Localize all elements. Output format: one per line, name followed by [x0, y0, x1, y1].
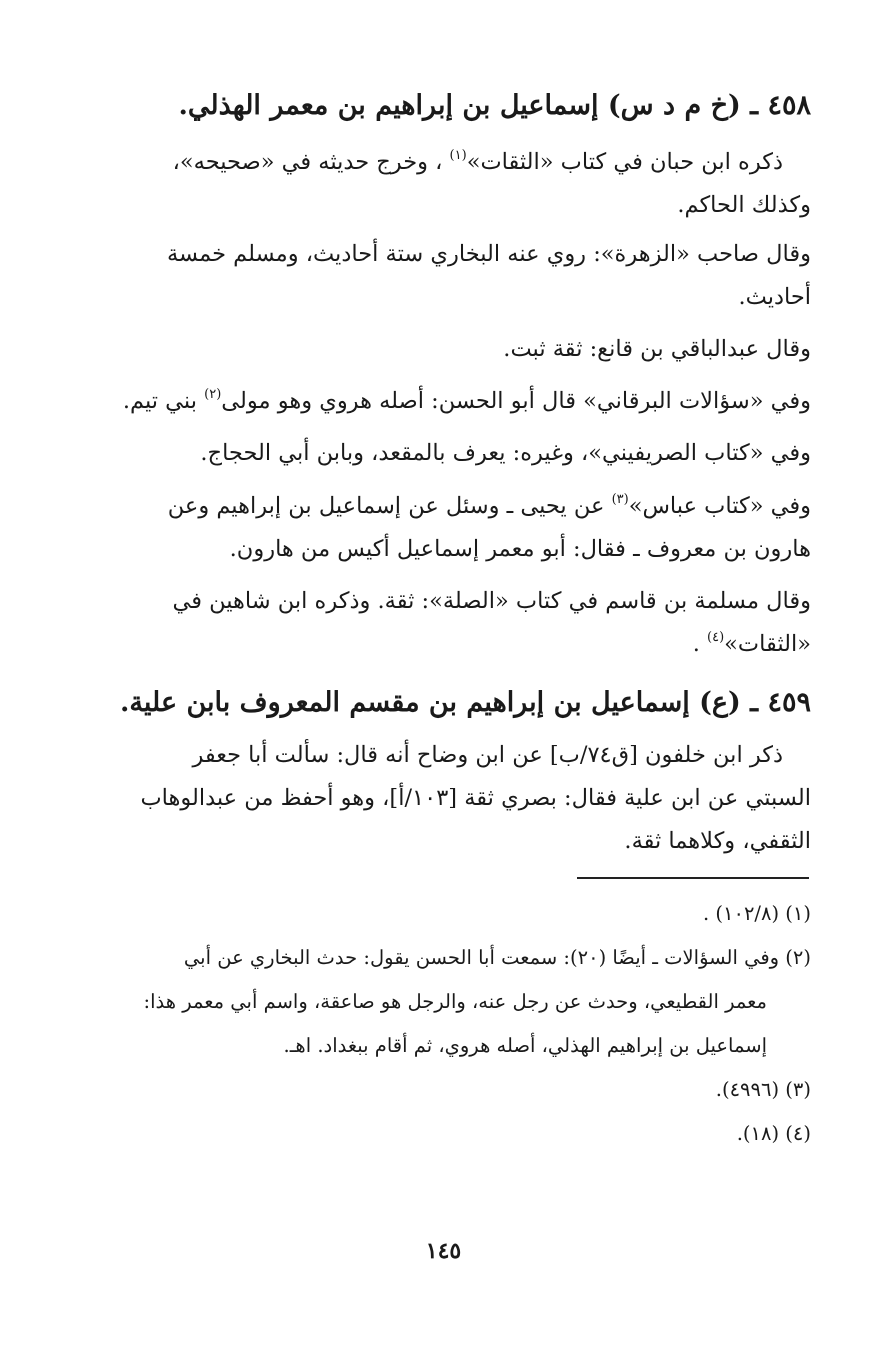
text-line: هارون بن معروف ـ فقال: أبو معمر إسماعيل أكيس من هارون. — [229, 536, 811, 562]
footnote-separator — [577, 877, 809, 879]
entry-458-paragraph-2 — [100, 233, 811, 319]
footnotes — [100, 892, 811, 1156]
footnote-2-continuation: إسماعيل بن إبراهيم الهذلي، أصله هروي، ثم أقام ببغداد. اهـ. — [283, 1034, 767, 1057]
text-line: وقال عبدالباقي بن قانع: ثقة ثبت. — [503, 336, 811, 362]
text-line: ذكر ابن خلفون [ق٧٤/ب] عن ابن وضاح أنه قال: سألت أبا جعفر — [192, 742, 783, 768]
page-number: ١٤٥ — [425, 1238, 462, 1264]
footnote-ref-1[interactable]: (١) — [449, 148, 467, 163]
entry-458-paragraph-5 — [100, 432, 811, 475]
footnote-1: (١) (١٠٢/٨) . — [703, 902, 811, 925]
text-line: وقال صاحب «الزهرة»: روي عنه البخاري ستة أحاديث، ومسلم خمسة — [166, 241, 811, 267]
text-line: «الثقات»$^{(٤)}$ . — [692, 630, 811, 657]
text-line: أحاديث. — [738, 284, 811, 310]
text-line: السبتي عن ابن علية فقال: بصري ثقة [١٠٣/أ]، وهو أحفظ من عبدالوهاب — [140, 785, 811, 811]
text-line: وفي «كتاب عباس»$^{(٣)}$ عن يحيى ـ وسئل عن إسماعيل بن إبراهيم وعن — [167, 492, 811, 519]
text-line: وفي «سؤالات البرقاني» قال أبو الحسن: أصله هروي وهو مولى$^{(٢)}$ بني تيم. — [122, 387, 811, 414]
footnote-4: (٤) (١٨). — [736, 1122, 811, 1145]
footnote-ref-3[interactable]: (٣) — [611, 492, 629, 507]
footnote-2: (٢) وفي السؤالات ـ أيضًا (٢٠): سمعت أبا الحسن يقول: حدث البخاري عن أبي — [183, 946, 811, 969]
entry-458-paragraph-7 — [100, 580, 811, 666]
entry-458-paragraph-3 — [100, 328, 811, 371]
entry-458-heading: ٤٥٨ ـ (خ م د س) إسماعيل بن إبراهيم بن معمر الهذلي. — [178, 90, 811, 121]
text-line: الثقفي، وكلاهما ثقة. — [624, 828, 811, 854]
text-line: وقال مسلمة بن قاسم في كتاب «الصلة»: ثقة. وذكره ابن شاهين في — [172, 588, 811, 614]
footnote-ref-2[interactable]: (٢) — [204, 387, 222, 402]
footnote-3: (٣) (٤٩٩٦). — [715, 1078, 811, 1101]
entry-458-paragraph-6 — [100, 485, 811, 571]
entry-458-paragraph-4 — [100, 380, 811, 423]
entry-459-heading: ٤٥٩ ـ (ع) إسماعيل بن إبراهيم بن مقسم المعروف بابن علية. — [119, 687, 811, 718]
text-line: وكذلك الحاكم. — [677, 192, 811, 218]
entry-459-paragraph — [100, 734, 811, 863]
footnote-ref-4[interactable]: (٤) — [707, 630, 725, 645]
text-line: وفي «كتاب الصريفيني»، وغيره: يعرف بالمقعد، وبابن أبي الحجاج. — [200, 440, 811, 466]
entry-458-paragraph-1 — [100, 141, 811, 227]
text-line: ذكره ابن حبان في كتاب «الثقات»$^{(١)}$ ، وخرج حديثه في «صحيحه»، — [172, 148, 783, 175]
footnote-2-continuation: معمر القطيعي، وحدث عن رجل عنه، والرجل هو صاعقة، واسم أبي معمر هذا: — [143, 990, 767, 1013]
